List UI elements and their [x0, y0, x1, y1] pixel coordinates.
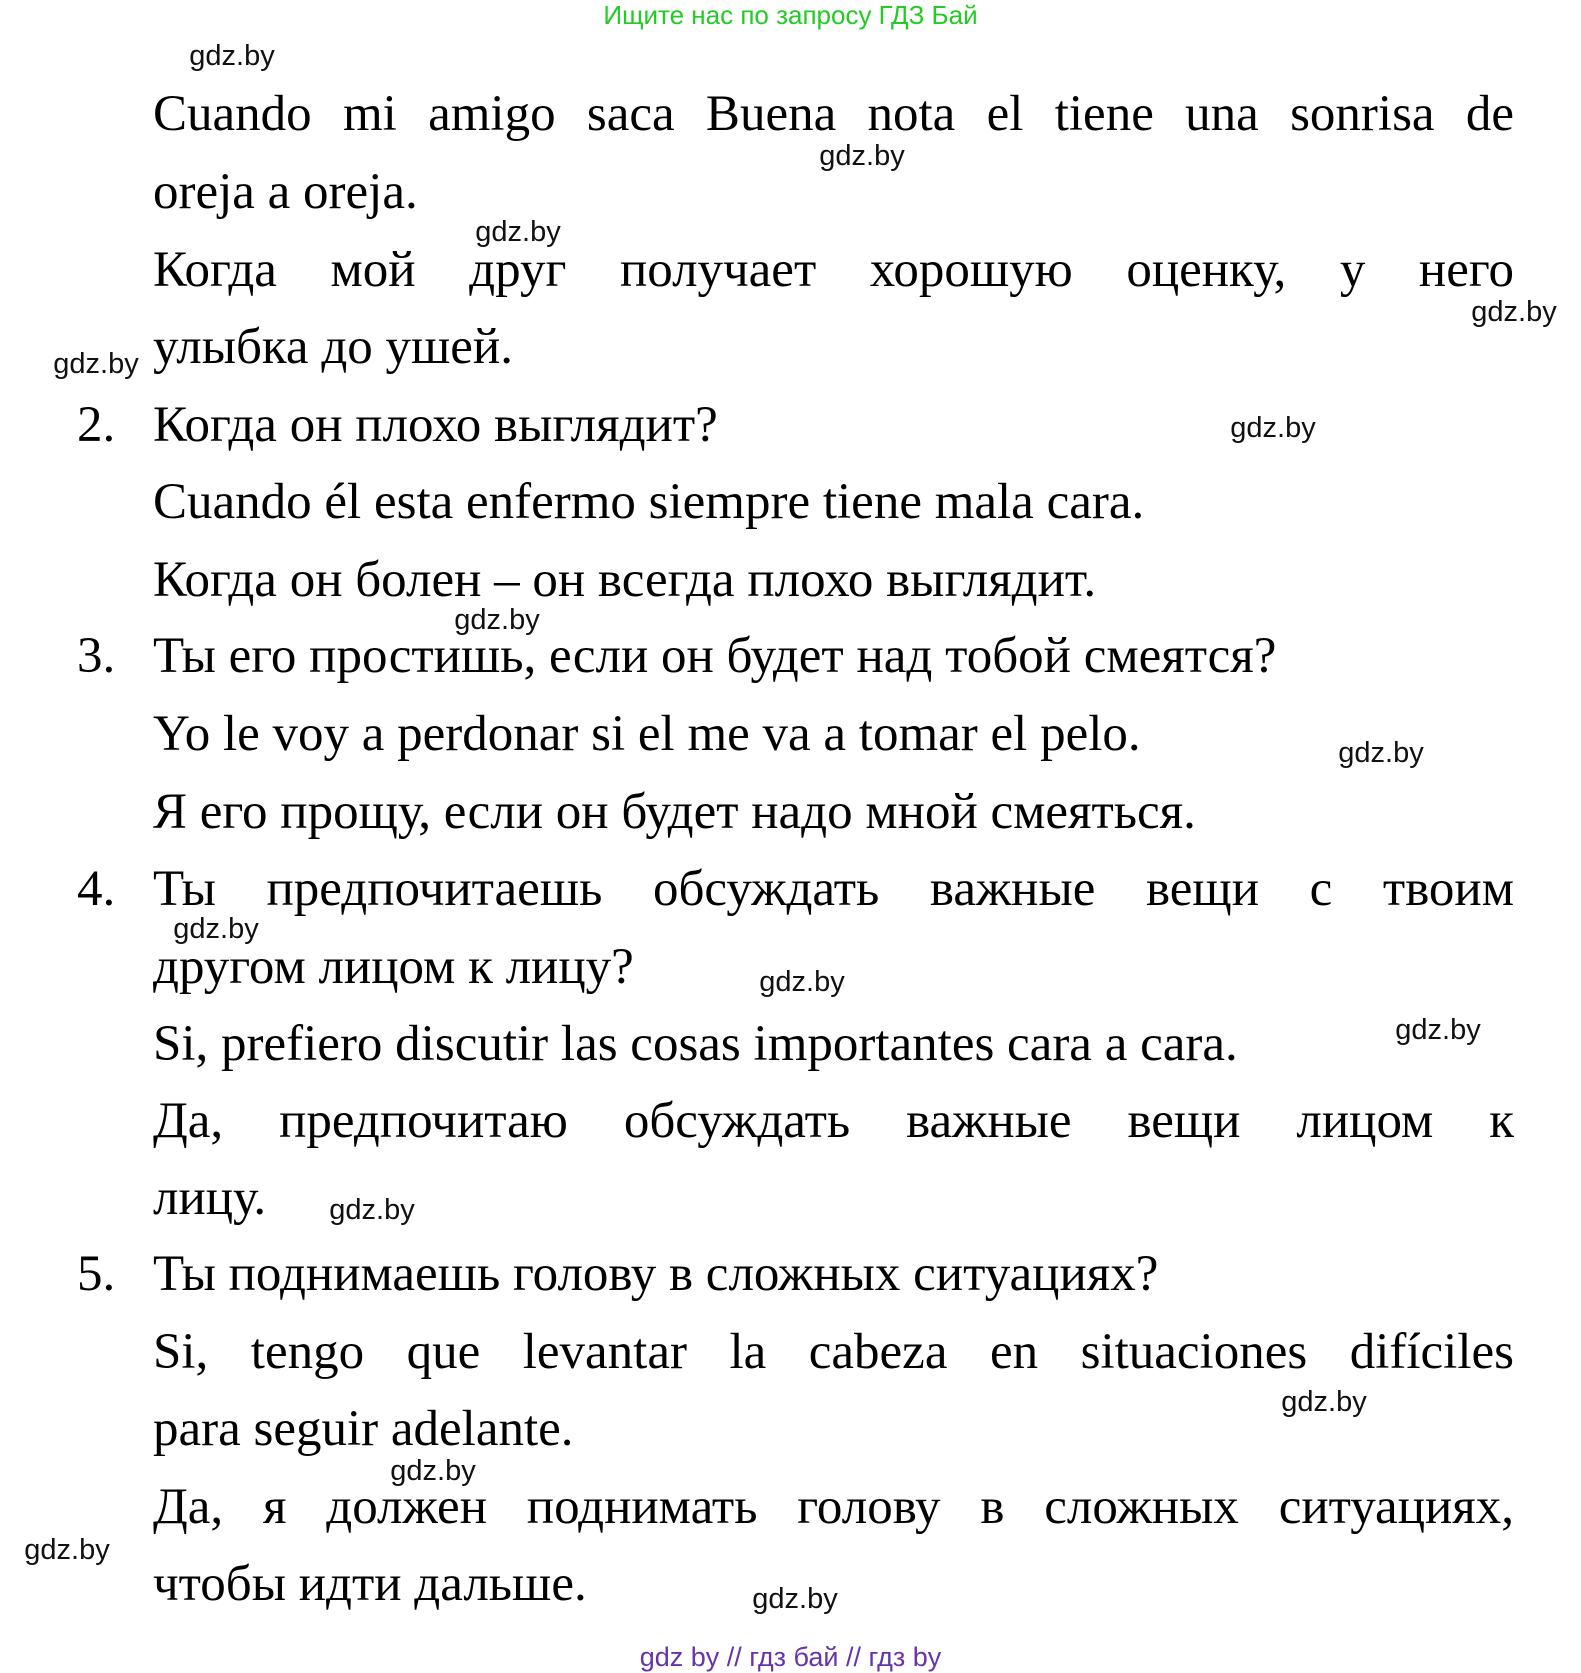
question-line: Когда он плохо выглядит? [153, 397, 718, 453]
watermark: gdz.by [454, 604, 540, 636]
watermark: gdz.by [819, 140, 905, 172]
text-line: Si, prefiero discutir las cosas importantes cara a cara. [153, 1016, 1238, 1072]
text-line: Да, предпочитаю обсуждать важные вещи лицом к [153, 1093, 1514, 1149]
text-line: Когда он болен – он всегда плохо выглядит. [153, 552, 1097, 608]
watermark: gdz.by [1281, 1386, 1367, 1418]
text-line: чтобы идти дальше. [153, 1556, 587, 1612]
item-number: 2. [77, 397, 116, 453]
watermark: gdz.by [475, 216, 561, 248]
item-number: 4. [77, 861, 116, 917]
text-line: Si, tengo que levantar la cabeza en situaciones difíciles [153, 1324, 1514, 1380]
text-line: Yo le voy a perdonar si el me va a tomar el pelo. [153, 706, 1141, 762]
text-line: oreja a oreja. [153, 164, 418, 220]
watermark: gdz.by [390, 1455, 476, 1487]
watermark: gdz.by [1230, 412, 1316, 444]
watermark: gdz.by [1338, 737, 1424, 769]
watermark: gdz.by [53, 348, 139, 380]
watermark: gdz.by [329, 1194, 415, 1226]
text-line: Когда мой друг получает хорошую оценку, у него [153, 242, 1514, 298]
text-line: Cuando él esta enfermo siempre tiene mala cara. [153, 474, 1145, 530]
watermark: gdz.by [24, 1534, 110, 1566]
watermark: gdz.by [752, 1583, 838, 1615]
text-line: другом лицом к лицу? [153, 939, 634, 995]
watermark: gdz.by [173, 913, 259, 945]
question-line: Ты предпочитаешь обсуждать важные вещи с твоим [153, 861, 1514, 917]
text-line: Cuando mi amigo saca Buena nota el tiene una sonrisa de [153, 86, 1514, 142]
watermark: gdz.by [1395, 1014, 1481, 1046]
watermark: gdz.by [189, 40, 275, 72]
watermark: gdz.by [759, 966, 845, 998]
footer-links: gdz by // гдз бай // гдз by [639, 1642, 942, 1672]
text-line: лицу. [153, 1170, 267, 1226]
watermark: gdz.by [1471, 296, 1557, 328]
text-line: para seguir adelante. [153, 1401, 574, 1457]
text-line: улыбка до ушей. [153, 319, 513, 375]
question-line: Ты поднимаешь голову в сложных ситуациях? [153, 1246, 1159, 1302]
text-line: Да, я должен поднимать голову в сложных ситуациях, [153, 1479, 1514, 1535]
text-line: Я его прощу, если он будет надо мной смеяться. [153, 784, 1196, 840]
item-number: 5. [77, 1246, 116, 1302]
question-line: Ты его простишь, если он будет над тобой смеятся? [153, 628, 1277, 684]
search-hint-banner: Ищите нас по запросу ГДЗ Бай [603, 0, 978, 30]
item-number: 3. [77, 628, 116, 684]
